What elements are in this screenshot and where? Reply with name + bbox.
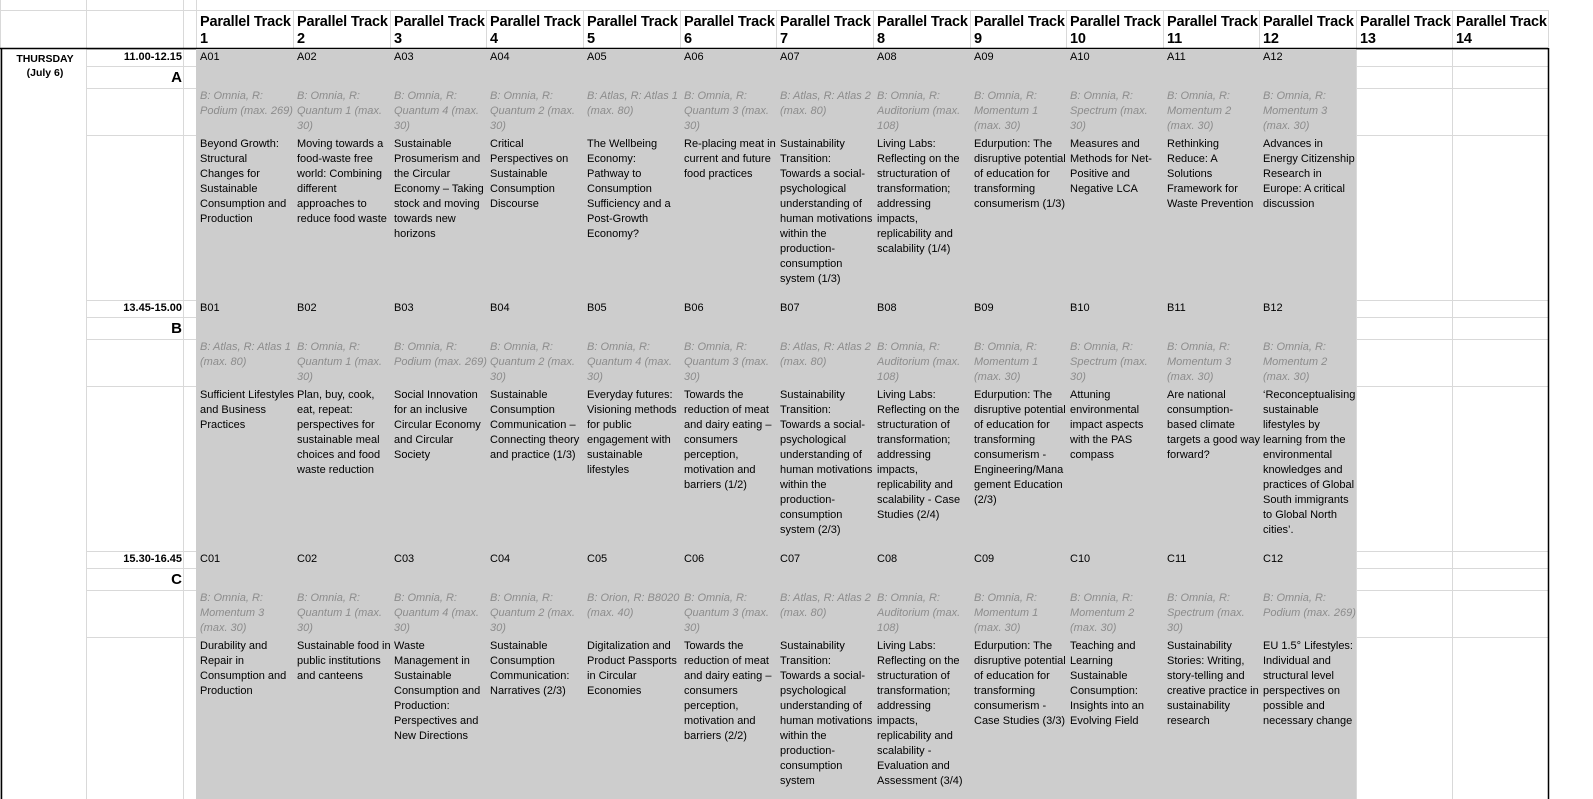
room-info: B: Omnia, R: Auditorium (max. 108) xyxy=(877,90,961,132)
room-info: B: Omnia, R: Podium (max. 269) xyxy=(394,341,487,368)
room-info: B: Omnia, R: Auditorium (max. 108) xyxy=(877,341,961,383)
session-title: Advances in Energy Citizenship Research in Europe: A critical discussion xyxy=(1263,138,1355,210)
session-code: C12 xyxy=(1263,553,1284,565)
room-info: B: Omnia, R: Quantum 2 (max. 30) xyxy=(490,90,575,132)
session-code: A03 xyxy=(394,51,414,63)
session-title: Living Labs: Reflecting on the structuration of transformation; addressing impacts, replicability and scalability - Case Studies (2/4) xyxy=(877,389,961,521)
session-time: 11.00-12.15 xyxy=(123,51,182,63)
session-letter: B xyxy=(171,320,182,337)
track-header: Parallel Track 3 xyxy=(394,14,485,47)
session-code: A01 xyxy=(200,51,220,63)
track-header: Parallel Track 12 xyxy=(1263,14,1354,47)
room-info: B: Omnia, R: Quantum 4 (max. 30) xyxy=(587,341,672,383)
session-title: Digitalization and Product Passports in Circular Economies xyxy=(587,640,677,697)
session-title: Edurpution: The disruptive potential of education for transforming consumerism - Case Studies (3/3) xyxy=(974,640,1066,727)
session-code: B02 xyxy=(297,302,317,314)
session-letter: C xyxy=(171,571,182,588)
room-info: B: Omnia, R: Momentum 2 (max. 30) xyxy=(1070,592,1135,634)
room-info: B: Omnia, R: Momentum 1 (max. 30) xyxy=(974,90,1039,132)
track-header: Parallel Track 7 xyxy=(780,14,871,47)
room-info: B: Atlas, R: Atlas 2 (max. 80) xyxy=(780,90,871,117)
session-title: Measures and Methods for Net-Positive and Negative LCA xyxy=(1070,138,1152,195)
room-info: B: Omnia, R: Momentum 1 (max. 30) xyxy=(974,592,1039,634)
session-code: C02 xyxy=(297,553,318,565)
room-info: B: Omnia, R: Quantum 1 (max. 30) xyxy=(297,592,382,634)
track-header: Parallel Track 9 xyxy=(974,14,1065,47)
session-title: Sustainable Consumption Communication – Connecting theory and practice (1/3) xyxy=(490,389,580,461)
room-info: B: Omnia, R: Podium (max. 269) xyxy=(200,90,293,117)
room-info: B: Omnia, R: Quantum 2 (max. 30) xyxy=(490,341,575,383)
room-info: B: Atlas, R: Atlas 1 (max. 80) xyxy=(200,341,291,368)
room-info: B: Atlas, R: Atlas 1 (max. 80) xyxy=(587,90,678,117)
session-title: Sustainable Prosumerism and the Circular Economy – Taking stock and moving towards new horizons xyxy=(394,138,484,240)
session-code: C09 xyxy=(974,553,995,565)
session-code: B12 xyxy=(1263,302,1283,314)
room-info: B: Atlas, R: Atlas 2 (max. 80) xyxy=(780,341,871,368)
session-code: C08 xyxy=(877,553,898,565)
room-info: B: Omnia, R: Spectrum (max. 30) xyxy=(1167,592,1245,634)
session-code: B07 xyxy=(780,302,800,314)
session-title: Sustainability Transition: Towards a social-psychological understanding of human motivations within the production-consumption system (1/3) xyxy=(780,138,873,285)
room-info: B: Omnia, R: Spectrum (max. 30) xyxy=(1070,90,1148,132)
session-title: Sustainability Transition: Towards a social-psychological understanding of human motivations within the production-consumption system (2/3) xyxy=(780,389,873,536)
session-title: Plan, buy, cook, eat, repeat: perspectives for sustainable meal choices and food waste reduction xyxy=(297,389,381,476)
session-title: ‘Reconceptualising sustainable lifestyles by learning from the environmental knowledges and practices of Global South immigrants to Global North cities’. xyxy=(1263,389,1356,536)
session-title: Re-placing meat in current and future food practices xyxy=(684,138,776,180)
room-info: B: Omnia, R: Momentum 2 (max. 30) xyxy=(1263,341,1328,383)
room-info: B: Atlas, R: Atlas 2 (max. 80) xyxy=(780,592,871,619)
session-title: Social Innovation for an inclusive Circular Economy and Circular Society xyxy=(394,389,481,461)
session-code: A09 xyxy=(974,51,994,63)
session-code: B10 xyxy=(1070,302,1090,314)
session-title: Towards the reduction of meat and dairy eating – consumers perception, motivation and barriers (1/2) xyxy=(684,389,772,491)
session-title: Sustainability Transition: Towards a social-psychological understanding of human motivations within the production-consumption system xyxy=(780,640,873,787)
session-code: A08 xyxy=(877,51,897,63)
session-code: B11 xyxy=(1167,302,1186,314)
session-code: A06 xyxy=(684,51,704,63)
session-code: C06 xyxy=(684,553,705,565)
session-letter: A xyxy=(171,69,182,86)
session-code: A02 xyxy=(297,51,317,63)
room-info: B: Omnia, R: Quantum 1 (max. 30) xyxy=(297,341,382,383)
session-code: C07 xyxy=(780,553,801,565)
track-header: Parallel Track 14 xyxy=(1456,14,1547,47)
session-code: C03 xyxy=(394,553,415,565)
session-code: A07 xyxy=(780,51,800,63)
session-code: B04 xyxy=(490,302,510,314)
room-info: B: Orion, R: B8020 (max. 40) xyxy=(587,592,680,619)
room-info: B: Omnia, R: Momentum 2 (max. 30) xyxy=(1167,90,1232,132)
session-code: B03 xyxy=(394,302,414,314)
session-title: Rethinking Reduce: A Solutions Framework for Waste Prevention xyxy=(1167,138,1254,210)
room-info: B: Omnia, R: Auditorium (max. 108) xyxy=(877,592,961,634)
room-info: B: Omnia, R: Momentum 1 (max. 30) xyxy=(974,341,1039,383)
session-code: A04 xyxy=(490,51,510,63)
room-info: B: Omnia, R: Quantum 3 (max. 30) xyxy=(684,90,769,132)
session-code: B05 xyxy=(587,302,607,314)
session-title: Living Labs: Reflecting on the structuration of transformation; addressing impacts, replicability and scalability - Evaluation and Assessment (3/4) xyxy=(877,640,963,787)
session-code: C10 xyxy=(1070,553,1091,565)
room-info: B: Omnia, R: Quantum 2 (max. 30) xyxy=(490,592,575,634)
session-code: C01 xyxy=(200,553,221,565)
room-info: B: Omnia, R: Quantum 4 (max. 30) xyxy=(394,90,479,132)
session-code: A10 xyxy=(1070,51,1090,63)
session-code: A11 xyxy=(1167,51,1186,63)
room-info: B: Omnia, R: Quantum 3 (max. 30) xyxy=(684,341,769,383)
session-title: Edurpution: The disruptive potential of education for transforming consumerism (1/3) xyxy=(974,138,1066,210)
track-header: Parallel Track 6 xyxy=(684,14,775,47)
session-code: A05 xyxy=(587,51,607,63)
room-info: B: Omnia, R: Quantum 4 (max. 30) xyxy=(394,592,479,634)
room-info: B: Omnia, R: Spectrum (max. 30) xyxy=(1070,341,1148,383)
session-title: Moving towards a food-waste free world: Combining different approaches to reduce food waste xyxy=(297,138,387,225)
session-title: Towards the reduction of meat and dairy eating – consumers perception, motivation and barriers (2/2) xyxy=(684,640,772,742)
session-code: B08 xyxy=(877,302,897,314)
session-title: Sufficient Lifestyles and Business Practices xyxy=(200,389,294,431)
session-code: C05 xyxy=(587,553,608,565)
track-header: Parallel Track 5 xyxy=(587,14,678,47)
session-title: Sustainable Consumption Communication: Narratives (2/3) xyxy=(490,640,570,697)
track-header: Parallel Track 2 xyxy=(297,14,388,47)
session-title: Are national consumption-based climate targets a good way forward? xyxy=(1167,389,1260,461)
room-info: B: Omnia, R: Momentum 3 (max. 30) xyxy=(200,592,265,634)
session-code: A12 xyxy=(1263,51,1283,63)
session-title: EU 1.5° Lifestyles: Individual and structural level perspectives on possible and necessary change xyxy=(1263,640,1353,727)
session-title: Sustainability Stories: Writing, story-telling and creative practice in sustainability research xyxy=(1167,640,1259,727)
session-title: Waste Management in Sustainable Consumption and Production: Perspectives and New Directions xyxy=(394,640,481,742)
session-code: B06 xyxy=(684,302,704,314)
room-info: B: Omnia, R: Quantum 3 (max. 30) xyxy=(684,592,769,634)
session-title: Beyond Growth: Structural Changes for Sustainable Consumption and Production xyxy=(200,138,287,225)
session-title: Critical Perspectives on Sustainable Consumption Discourse xyxy=(490,138,569,210)
track-header: Parallel Track 10 xyxy=(1070,14,1161,47)
session-title: Living Labs: Reflecting on the structuration of transformation; addressing impacts, replicability and scalability (1/4) xyxy=(877,138,960,255)
session-time: 15.30-16.45 xyxy=(123,553,182,565)
track-header: Parallel Track 1 xyxy=(200,14,291,47)
track-header: Parallel Track 8 xyxy=(877,14,968,47)
session-time: 13.45-15.00 xyxy=(123,302,182,314)
session-code: B09 xyxy=(974,302,994,314)
room-info: B: Omnia, R: Quantum 1 (max. 30) xyxy=(297,90,382,132)
session-title: Edurpution: The disruptive potential of education for transforming consumerism - Engineering/Management Education (2/3) xyxy=(974,389,1066,506)
track-header: Parallel Track 11 xyxy=(1167,14,1258,47)
track-header: Parallel Track 13 xyxy=(1360,14,1451,47)
room-info: B: Omnia, R: Podium (max. 269) xyxy=(1263,592,1356,619)
session-title: Durability and Repair in Consumption and Production xyxy=(200,640,287,697)
session-code: B01 xyxy=(200,302,220,314)
day-label: THURSDAY (July 6) xyxy=(16,53,74,79)
session-code: C11 xyxy=(1167,553,1187,565)
session-title: Everyday futures: Visioning methods for public engagement with sustainable lifestyles xyxy=(587,389,677,476)
session-code: C04 xyxy=(490,553,511,565)
room-info: B: Omnia, R: Momentum 3 (max. 30) xyxy=(1167,341,1232,383)
track-header: Parallel Track 4 xyxy=(490,14,581,47)
session-title: The Wellbeing Economy: Pathway to Consumption Sufficiency and a Post-Growth Economy? xyxy=(587,138,671,240)
session-title: Sustainable food in public institutions and canteens xyxy=(297,640,391,682)
room-info: B: Omnia, R: Momentum 3 (max. 30) xyxy=(1263,90,1328,132)
session-title: Attuning environmental impact aspects with the PAS compass xyxy=(1070,389,1144,461)
session-title: Teaching and Learning Sustainable Consumption: Insights into an Evolving Field xyxy=(1070,640,1144,727)
